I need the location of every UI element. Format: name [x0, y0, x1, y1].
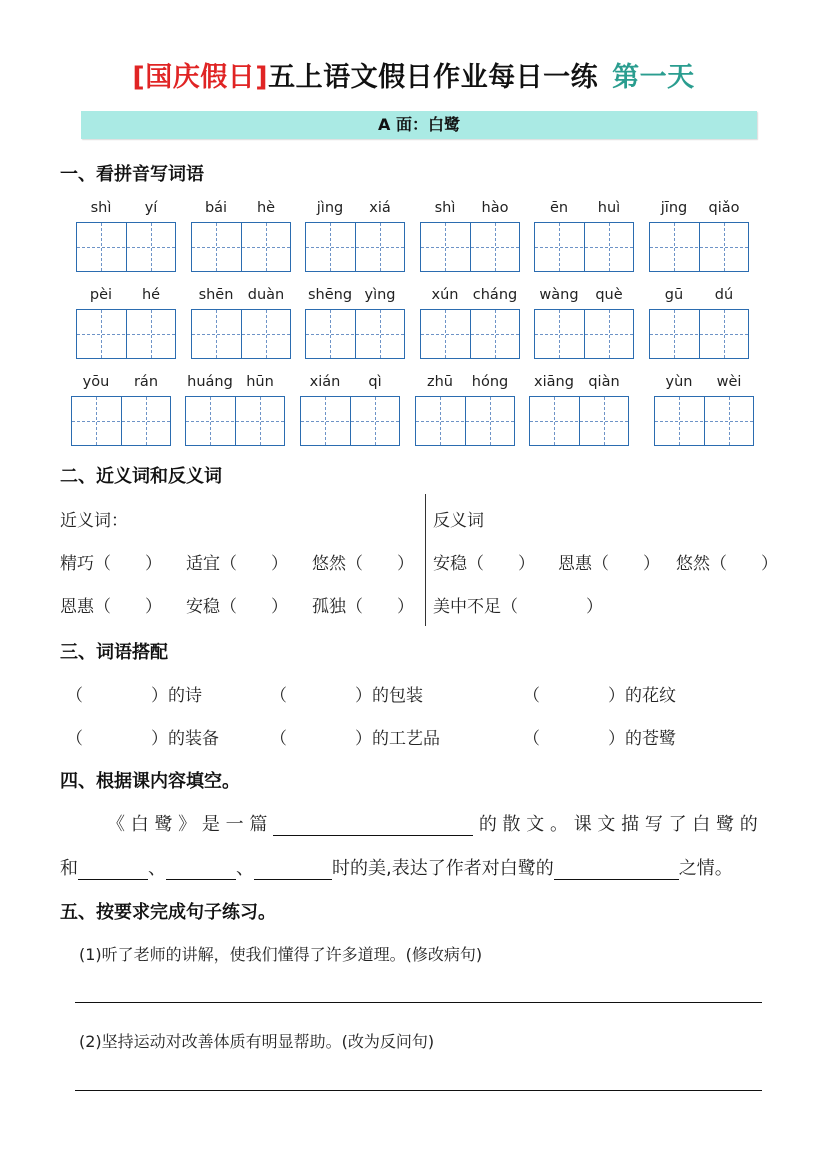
fill-blank[interactable] [273, 817, 473, 836]
pinyin-syllable: huáng [187, 374, 233, 390]
pinyin-syllable: yí [144, 200, 158, 216]
pinyin-label [185, 374, 285, 394]
pinyin-label [654, 374, 754, 394]
fill-text: 之情。 [678, 858, 733, 879]
pinyin-syllable: jìng [316, 200, 344, 216]
pinyin-syllable: yùn [665, 374, 693, 390]
pinyin-label [300, 374, 400, 394]
pinyin-syllable: hào [481, 200, 509, 216]
syn-item: 悠然（ ） [312, 554, 414, 574]
pinyin-syllable: wèi [716, 374, 742, 390]
collocation-item: （ ）的工艺品 [270, 729, 440, 749]
pinyin-syllable: shì [434, 200, 456, 216]
title-main: 五上语文假日作业每日一练 [268, 62, 599, 93]
pinyin-syllable: hūn [246, 374, 274, 390]
pinyin-syllable: xún [431, 287, 459, 303]
fill-sep: 、 [148, 858, 166, 879]
writing-grid[interactable] [76, 222, 176, 272]
pinyin-label [76, 287, 176, 307]
writing-grid[interactable] [420, 222, 520, 272]
writing-grid[interactable] [191, 222, 291, 272]
pinyin-syllable: shēn [198, 287, 234, 303]
pinyin-syllable: shì [90, 200, 112, 216]
ant-item: 恩惠（ ） [558, 554, 660, 574]
pinyin-syllable: gū [664, 287, 684, 303]
section3-heading: 三、词语搭配 [60, 642, 168, 663]
pinyin-label [305, 287, 405, 307]
pinyin-syllable: hóng [471, 374, 509, 390]
pinyin-label [415, 374, 515, 394]
fill-text: 《 白 鹭 》 是 一 篇 [107, 814, 268, 835]
collocation-item: （ ）的花纹 [523, 686, 676, 706]
pinyin-label [76, 200, 176, 220]
pinyin-syllable: hé [141, 287, 161, 303]
title-bracket: [国庆假日] [132, 62, 269, 93]
pinyin-label [529, 374, 629, 394]
writing-grid[interactable] [420, 309, 520, 359]
subtitle-bar: A 面：白鹭 [81, 111, 757, 139]
pinyin-syllable: què [595, 287, 623, 303]
ant-item: 安稳（ ） [433, 554, 535, 574]
pinyin-syllable: jīng [660, 200, 688, 216]
syn-item: 孤独（ ） [312, 597, 414, 617]
pinyin-syllable: cháng [472, 287, 518, 303]
antonym-label: 反义词 [433, 511, 484, 531]
pinyin-label [191, 287, 291, 307]
pinyin-syllable: yōu [82, 374, 110, 390]
pinyin-label [420, 200, 520, 220]
pinyin-label [649, 200, 749, 220]
writing-grid[interactable] [534, 309, 634, 359]
pinyin-syllable: xiāng [534, 374, 574, 390]
collocation-item: （ ）的包装 [270, 686, 423, 706]
writing-grid[interactable] [76, 309, 176, 359]
fill-blank[interactable] [166, 861, 236, 880]
collocation-item: （ ）的苍鹭 [523, 729, 676, 749]
writing-grid[interactable] [649, 222, 749, 272]
pinyin-label [534, 200, 634, 220]
pinyin-label [71, 374, 171, 394]
pinyin-label [191, 200, 291, 220]
pinyin-syllable: rán [133, 374, 159, 390]
question-2: (2)坚持运动对改善体质有明显帮助。(改为反问句) [79, 1032, 435, 1051]
pinyin-syllable: xiá [369, 200, 391, 216]
title-day: 第一天 [612, 62, 695, 93]
pinyin-label [534, 287, 634, 307]
writing-grid[interactable] [529, 396, 629, 446]
section2-heading: 二、近义词和反义词 [60, 466, 222, 487]
pinyin-syllable: ēn [549, 200, 569, 216]
syn-item: 适宜（ ） [186, 554, 288, 574]
fill-blank[interactable] [554, 861, 679, 880]
fill-line-2 [60, 854, 733, 880]
question-1: (1)听了老师的讲解，使我们懂得了许多道理。(修改病句) [79, 945, 483, 964]
pinyin-syllable: qiàn [588, 374, 620, 390]
pinyin-syllable: bái [204, 200, 228, 216]
syn-item: 精巧（ ） [60, 554, 162, 574]
collocation-item: （ ）的诗 [66, 686, 202, 706]
fill-blank[interactable] [254, 861, 332, 880]
fill-sep: 、 [236, 858, 254, 879]
section5-heading: 五、按要求完成句子练习。 [60, 902, 276, 923]
pinyin-syllable: qiǎo [708, 200, 740, 216]
writing-grid[interactable] [654, 396, 754, 446]
pinyin-syllable: xián [309, 374, 341, 390]
writing-grid[interactable] [534, 222, 634, 272]
pinyin-syllable: zhū [427, 374, 453, 390]
pinyin-label [649, 287, 749, 307]
pinyin-syllable: qì [368, 374, 382, 390]
fill-line-1 [107, 810, 758, 836]
fill-blank[interactable] [78, 861, 148, 880]
writing-grid[interactable] [649, 309, 749, 359]
fill-text: 的 散 文 。 课 文 描 写 了 白 鹭 的 [478, 814, 758, 835]
pinyin-syllable: yìng [364, 287, 396, 303]
section4-heading: 四、根据课内容填空。 [60, 771, 240, 792]
writing-grid[interactable] [71, 396, 171, 446]
synonym-label: 近义词： [60, 511, 128, 531]
syn-item: 恩惠（ ） [60, 597, 162, 617]
page-title [0, 55, 827, 94]
writing-grid[interactable] [300, 396, 400, 446]
answer-line-1[interactable] [75, 1002, 762, 1003]
pinyin-syllable: wàng [539, 287, 579, 303]
writing-grid[interactable] [191, 309, 291, 359]
writing-grid[interactable] [185, 396, 285, 446]
pinyin-label [305, 200, 405, 220]
column-divider [425, 494, 426, 626]
pinyin-label [420, 287, 520, 307]
collocation-item: （ ）的装备 [66, 729, 219, 749]
fill-text: 时的美,表达了作者对白鹭的 [332, 858, 554, 879]
section1-heading: 一、看拼音写词语 [60, 164, 204, 185]
pinyin-syllable: duàn [247, 287, 285, 303]
writing-grid[interactable] [305, 222, 405, 272]
pinyin-syllable: huì [597, 200, 621, 216]
answer-line-2[interactable] [75, 1090, 762, 1091]
pinyin-syllable: dú [714, 287, 734, 303]
ant-item: 悠然（ ） [676, 554, 778, 574]
ant-item: 美中不足（ ） [433, 597, 603, 617]
fill-text: 和 [60, 858, 78, 879]
writing-grid[interactable] [305, 309, 405, 359]
writing-grid[interactable] [415, 396, 515, 446]
pinyin-syllable: hè [256, 200, 276, 216]
pinyin-syllable: shēng [307, 287, 353, 303]
pinyin-syllable: pèi [89, 287, 113, 303]
syn-item: 安稳（ ） [186, 597, 288, 617]
